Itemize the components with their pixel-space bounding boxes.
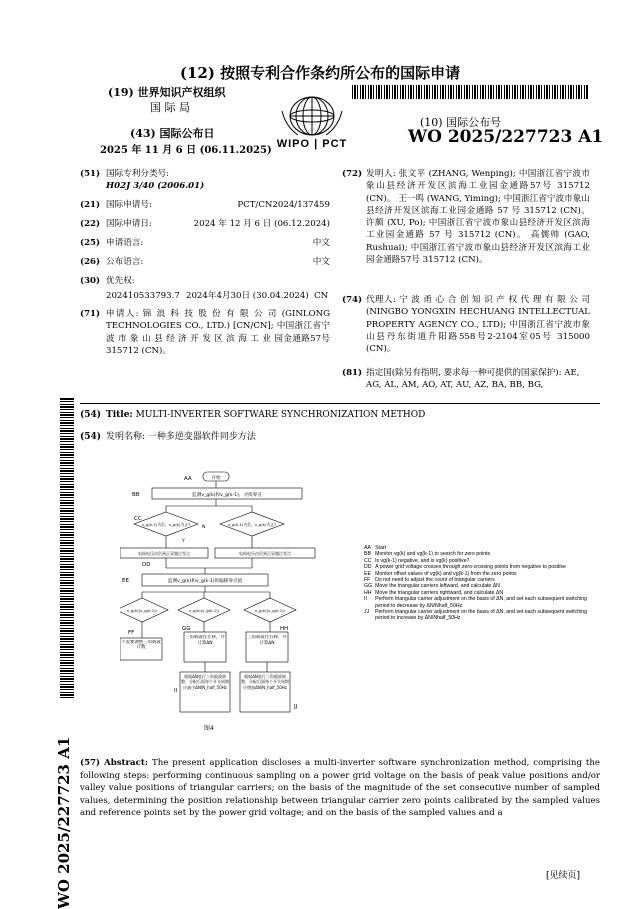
field-51-label: 国际专利分类号: (106, 169, 170, 179)
field-25-num: (25) (80, 238, 101, 248)
label-hh: HH (280, 626, 289, 632)
legend-value: Do not need to adjust the count of triangular carriers (375, 577, 495, 584)
field-74-text: 代理人: 宁 波 甬 心 合 创 知 识 产 权 代 理 有 限 公 司 (NINGBO YONGXIN HECHUANG INTELLECTUAL PROPERTY AGENCY CO., LTD); 中国浙江省宁波市象山县丹东街道升阳路558号2-2104室05号 315000 (CN)。 (366, 295, 590, 355)
legend-key: II (364, 596, 367, 603)
field-74-num: (74) (342, 295, 363, 305)
no-label: N (202, 525, 206, 530)
field-26-label: 公布语言: (106, 257, 144, 267)
fig-cond-3: v_g(k)(v_g(k-1)) (254, 608, 286, 613)
label-ii: II (174, 688, 178, 694)
legend-value: A power grid voltage crosses through zero-crossing points from negative to positive (375, 564, 566, 571)
fig-cond-1: v_g(k)(v_g(k-1)) (126, 608, 158, 613)
fig-ii: 根据ΔN进行三角载波调整，分配后面每个开关周期应减少ΔN/N_half_50Hz (181, 674, 229, 690)
field-22-num: (22) (80, 219, 101, 229)
field-22-value: 2024 年 12 月 6 日 (06.12.2024) (193, 219, 330, 229)
figure-caption: 图4 (204, 725, 214, 732)
abstract (80, 757, 600, 820)
figure-legend (364, 545, 596, 622)
title-en-num: (54) (80, 410, 102, 420)
legend-row (364, 596, 596, 609)
legend-key: CC (364, 557, 372, 564)
label-ee: EE (122, 578, 129, 584)
legend-value: Move the triangular carriers rightward, and calculate ΔN (375, 589, 504, 596)
title-en: MULTI-INVERTER SOFTWARE SYNCHRONIZATION METHOD (135, 410, 426, 420)
field-25-value: 中文 (312, 238, 330, 248)
legend-key: HH (364, 589, 372, 596)
legend-row (364, 609, 596, 622)
field-26-num: (26) (80, 257, 101, 267)
field-25-label: 申请语言: (106, 238, 144, 248)
fig-cond-2: v_g(k)(v_g(k-1)) (188, 608, 220, 613)
org-line-2: 国 际 局 (150, 101, 190, 114)
field-72-text: 发明人: 张文平 (ZHANG, Wenping); 中国浙江省宁波市象山县经济开发区滨海工业园金通路57号 315712 (CN)。 王一鸣 (WANG, Yiming); 中国浙江省宁波市象山县经济开发区滨海工业园金通路 57 号 315712 (CN)。 许颇 (XU, Po); 中国浙江省宁波市象山县经济开发区滨海工业园金通路 57 号 315712 (CN)。 高儒帅 (GAO, Rushuai); 中国浙江省宁波市象山县经济开发区滨海工业园金通路57号 315712 (CN)。 (366, 169, 590, 266)
title-cn-label: 发明名称: (106, 432, 146, 442)
fig-ff: 不需要调整三角载波计数 (121, 640, 161, 651)
pub-date-label: (43) 国际公布日 (130, 127, 215, 140)
legend-key: GG (364, 583, 373, 590)
abstract-label: Abstract: (104, 758, 149, 768)
wipo-logo (272, 93, 352, 155)
label-cc: CC (134, 516, 142, 522)
title-cn: 一种多逆变器软件同步方法 (147, 432, 256, 442)
fig-dd-left: 电网电压由负到正穿越过零点 (138, 551, 190, 556)
field-21-num: (21) (80, 200, 101, 210)
field-71-text: 申请人: 锦 浪 科 技 股 份 有 限 公 司 (GINLONG TECHNOLOGIES CO., LTD.) [CN/CN]; 中国浙江省宁 波 市 象 山 县 经 济 开 发 区 滨 海 工 业 园金通路57号 315712 (CN)。 (106, 309, 330, 357)
barcode (352, 85, 588, 99)
field-81-text: 指定国(除另有指明, 要求每一种可提供的国家保护): AE, AG, AL, AM, AO, AT, AU, AZ, BA, BB, BG, (366, 368, 580, 391)
abstract-num: (57) (80, 758, 101, 768)
label-gg: GG (182, 626, 191, 632)
legend-value: Move the triangular carriers leftward, and calculate ΔN (375, 583, 500, 590)
legend-key: DD (364, 564, 372, 571)
label-jj: JJ (294, 704, 298, 710)
fig-bb: 监测v_g(k)和v_g(k-1)，寻找零点 (192, 493, 262, 498)
separator-top (80, 403, 600, 404)
yes-label: Y (182, 539, 185, 544)
fig-ee: 监测v_g(k)和v_g(k-1)的偏移零点值 (167, 579, 243, 584)
field-21-value: PCT/CN2024/137459 (237, 200, 330, 210)
field-72-num: (72) (342, 169, 363, 179)
label-aa: AA (184, 476, 192, 482)
flowchart (120, 468, 332, 732)
side-pub-no: WO 2025/227723 A1 (55, 736, 73, 909)
field-30-label: 优先权: (106, 276, 135, 286)
priority-date: 2024年4月30日 (30.04.2024) (186, 291, 309, 301)
fig-jj: 根据ΔN进行三角载波调整，分配后面每个开关周期应增加ΔN/N_half_50Hz (241, 674, 289, 690)
legend-key: AA (364, 545, 371, 551)
field-30-num: (30) (80, 276, 101, 286)
legend-value: Perform triangular carrier adjustment on the basis of ΔN, and set each subsequent switching period to decrease by ΔN/Nhalf_50Hz (375, 596, 588, 609)
title-en-label: Title: (106, 410, 133, 420)
legend-value: Start (375, 545, 387, 551)
legend-key: FF (364, 577, 371, 584)
fig-gg: 三角载波往左移，并计算ΔN (185, 635, 225, 646)
field-26-value: 中文 (312, 257, 330, 267)
priority-no: 202410533793.7 (106, 291, 180, 301)
fig-hh: 三角载波往右移，并计算ΔN (247, 635, 287, 646)
fig-dd-right: 电网电压由负到正穿越过零点 (239, 551, 291, 556)
document-title: (12) 按照专利合作条约所公布的国际申请 (179, 64, 461, 82)
field-21-label: 国际申请号: (106, 200, 152, 210)
fig-start: 开始 (211, 476, 221, 481)
label-dd: DD (142, 562, 151, 568)
field-51-value: H02J 3/40 (2006.01) (106, 181, 205, 191)
fig-cond-right: v_g(k-1)为负，v_g(k)为正? (227, 522, 277, 527)
side-barcode (60, 398, 74, 698)
legend-key: BB (364, 551, 371, 558)
pub-no-label: (10) 国际公布号 (420, 116, 502, 129)
label-ff: FF (128, 630, 135, 636)
title-cn-num: (54) (80, 432, 102, 442)
org-line-1: (19) 世界知识产权组织 (108, 86, 226, 99)
legend-row (364, 564, 596, 570)
field-51-num: (51) (80, 169, 101, 179)
label-bb: BB (132, 492, 140, 498)
field-71-num: (71) (80, 309, 101, 319)
abstract-text: The present application discloses a multi-inverter software synchronization method, comprising the following steps: performing continuous sampling on a power grid voltage on the basis of peak value positions and/or valley value positions of triangular carriers; on the basis of the magnitude of the set consecutive number of sampled values, determining the position relationship between triangular carrier zero points calibrated by the sampled values and reference points set by the power grid voltage; and on the basis of the sampled values and a (80, 758, 600, 819)
legend-value: Perform triangular carrier adjustment on the basis of ΔN, and set each subsequent switching period to increase by ΔN/Nhalf_50Hz (375, 609, 588, 622)
legend-value: Is vg(k-1) negative, and is vg(k) positive? (375, 557, 470, 564)
continued-note: [见续页] (546, 871, 581, 881)
pub-no: WO 2025/227723 A1 (408, 127, 604, 147)
legend-key: EE (364, 570, 371, 577)
field-22-label: 国际申请日: (106, 219, 152, 229)
field-81-num: (81) (342, 368, 363, 378)
legend-value: Monitor offset values of vg(k) and vg(k-1) from the zero points (375, 570, 517, 577)
wipo-logo-text: WIPO | PCT (276, 138, 348, 150)
legend-value: Monitor vg(k) and vg(k-1) to search for zero points (375, 551, 491, 558)
priority-country: CN (314, 291, 329, 301)
fig-cond-left: v_g(k-1)为负，v_g(k)为正? (141, 522, 191, 527)
legend-key: JJ (364, 609, 370, 616)
pub-date: 2025 年 11 月 6 日 (06.11.2025) (100, 145, 272, 156)
